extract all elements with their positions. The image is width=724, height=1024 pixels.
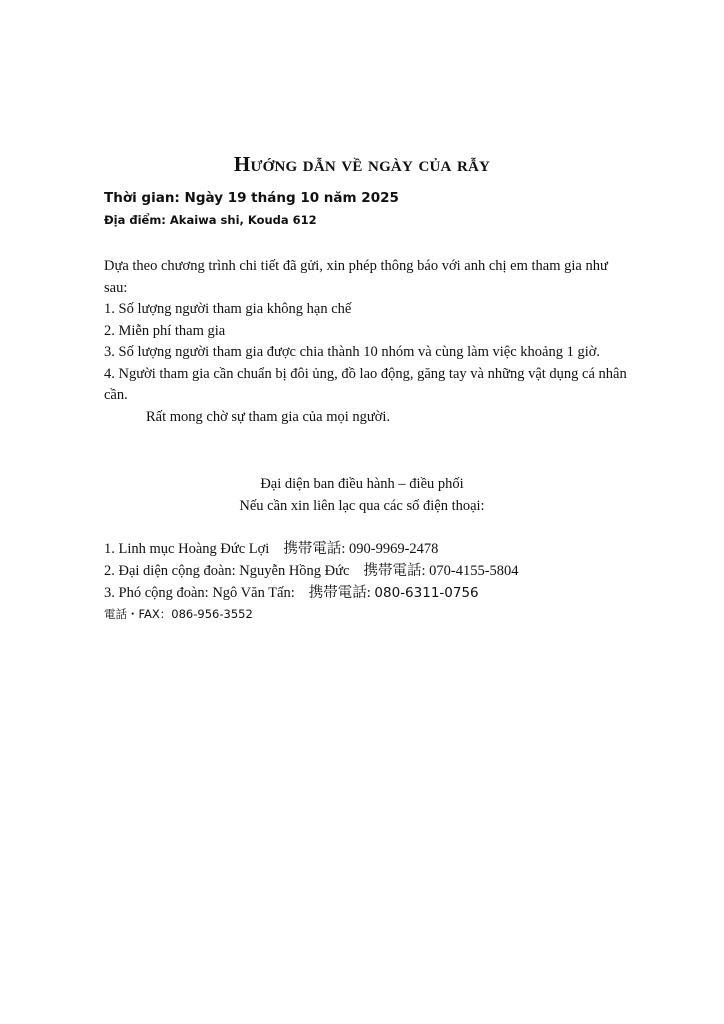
phone-label: 携帯電話:	[283, 541, 346, 557]
phone-label: 携帯電話:	[363, 563, 426, 579]
list-item: 2. Miễn phí tham gia	[104, 322, 226, 339]
intro-paragraph: Dựa theo chương trình chi tiết đã gửi, xin phép thông báo với anh chị em tham gia như sau:	[104, 258, 608, 296]
contact-name: 3. Phó cộng đoàn: Ngô Văn Tấn:	[104, 585, 295, 601]
notice-body	[104, 256, 634, 428]
signature-block	[0, 473, 724, 517]
event-place: Địa điểm: Akaiwa shi, Kouda 612	[104, 213, 317, 227]
contact-name: 1. Linh mục Hoàng Đức Lợi	[104, 541, 270, 557]
list-item: 4. Người tham gia cần chuẩn bị đôi ủng, đồ lao động, găng tay và những vật dụng cá nhân cần.	[104, 365, 627, 403]
contact-row	[104, 582, 519, 604]
phone-label: 携帯電話:	[308, 585, 371, 601]
fax-line: 電話・FAX：086-956-3552	[104, 607, 253, 621]
signature-title: Đại diện ban điều hành – điều phối	[260, 476, 464, 492]
contact-row	[104, 560, 519, 582]
phone-number: 070-4155-5804	[429, 563, 519, 579]
page-title: Hướng dẫn về ngày của rẫy	[233, 152, 491, 176]
contact-row	[104, 538, 519, 560]
contact-prompt: Nếu cần xin liên lạc qua các số điện thoại:	[239, 498, 485, 514]
contact-list	[104, 538, 519, 624]
list-item: 1. Số lượng người tham gia không hạn chế	[104, 301, 352, 317]
list-item: 3. Số lượng người tham gia được chia thành 10 nhóm và cùng làm việc khoảng 1 giờ.	[104, 344, 601, 360]
closing-line: Rất mong chờ sự tham gia của mọi người.	[146, 408, 391, 425]
event-time: Thời gian: Ngày 19 tháng 10 năm 2025	[104, 190, 399, 206]
contact-name: 2. Đại diện cộng đoàn: Nguyễn Hồng Đức	[104, 563, 350, 579]
phone-number: 090-9969-2478	[348, 541, 439, 557]
phone-number: 080-6311-0756	[374, 585, 479, 601]
